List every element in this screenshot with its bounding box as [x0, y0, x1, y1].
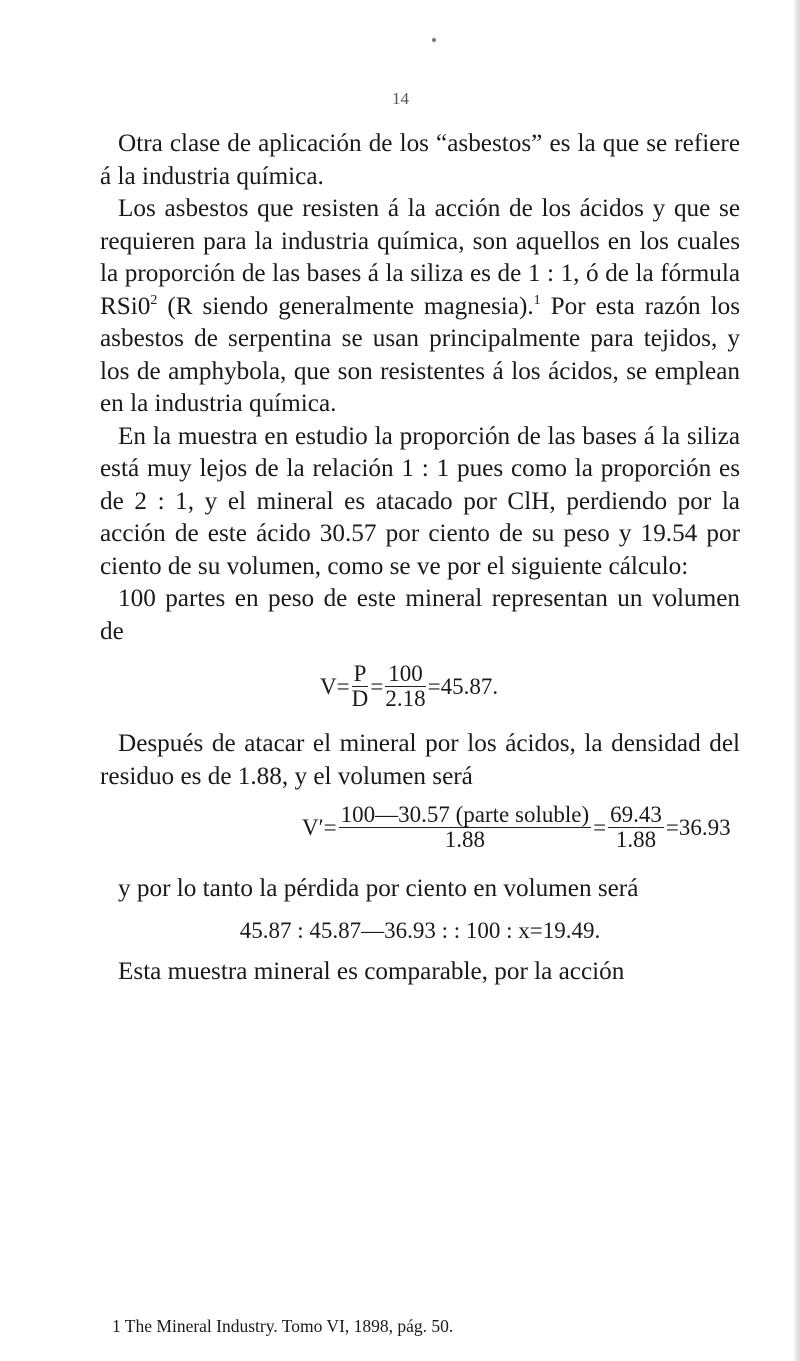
paragraph-2-text: Los asbestos que resisten á la acción de los ácidos y que se requieren para la industria química, son aquellos en los cuales la proporción de las bases á la siliza es de 1 : 1, ó de la fórmula RSi0: [100, 195, 740, 320]
proportion-formula: [100, 906, 740, 956]
formula-1-lhs: V=: [320, 673, 350, 699]
fraction-69-43-over-1-88: [608, 803, 664, 852]
volume-formula: V= $\frac{P}{D}$ = $\frac{100}{2.18}$ =45.87.: [320, 661, 499, 711]
paragraph-6: y por lo tanto la pérdida por ciento en volumen será: [118, 875, 639, 902]
fraction-p-over-d: [352, 662, 369, 711]
fraction-numerator: 69.43: [610, 802, 662, 827]
fraction-denominator: D: [351, 686, 369, 711]
footnote-reference: 1: [533, 292, 541, 308]
paragraph-2-tail: (R siendo generalmente magnesia).: [157, 292, 534, 320]
fraction-100-over-2-18: [385, 662, 425, 711]
paragraph-1: Otra clase de aplicación de los “asbestos” es la que se refiere á la industria química.: [100, 130, 740, 190]
fraction-numerator: 100: [385, 662, 425, 687]
paragraph-2: [100, 193, 740, 421]
page-body: [100, 128, 740, 988]
fraction-numerator: 100—30.57 (parte soluble): [340, 802, 590, 827]
speck-mark: [432, 38, 436, 42]
fraction-soluble-part: [339, 803, 591, 852]
fraction-denominator: 1.88: [444, 827, 485, 852]
paragraph-3: En la muestra en estudio la proporción de las bases á la siliza está muy lejos de la relación 1 : 1 pues como la proporción es de 2 : 1, y el mineral es atacado por ClH, perdiendo por la acción de este ácido 30.57 por ciento de su peso y 19.54 por ciento de su volumen, como se ve por el siguiente cálculo:: [100, 422, 740, 580]
fraction-denominator: 2.18: [385, 686, 426, 711]
page-number: 14: [392, 89, 409, 108]
formula-1-result: =45.87.: [427, 673, 499, 699]
residue-volume-formula: V′= $\frac{\text{100—30.57 (parte soluble)}}{1.88}$ = $\frac{69.43}{1.88}$ =36.93: [302, 802, 731, 852]
paragraph-5: Después de atacar el mineral por los ácidos, la densidad del residuo es de 1.88, y el volumen será: [100, 730, 740, 790]
paragraph-2-end: Por esta razón los asbestos de serpentina se usan principalmente para tejidos, y los de amphybola, que son resistentes á los ácidos, se emplean en la industria química.: [100, 292, 740, 417]
fraction-denominator: 1.88: [615, 827, 657, 852]
fraction-numerator: P: [353, 661, 367, 686]
formula-2-lhs: V′=: [302, 814, 337, 840]
formula-superscript: 2: [150, 292, 158, 308]
page-edge-shadow: [794, 0, 800, 1361]
formula-2-result: =36.93: [665, 814, 731, 840]
paragraph-7: Esta muestra mineral es comparable, por la acción: [118, 957, 625, 985]
proportion-text: 45.87 : 45.87—36.93 : : 100 : x=19.49.: [239, 917, 601, 943]
footnote: 1 The Mineral Industry. Tomo VI, 1898, pág. 50.: [112, 1316, 454, 1336]
paragraph-4: 100 partes en peso de este mineral representan un volumen de: [100, 585, 740, 645]
